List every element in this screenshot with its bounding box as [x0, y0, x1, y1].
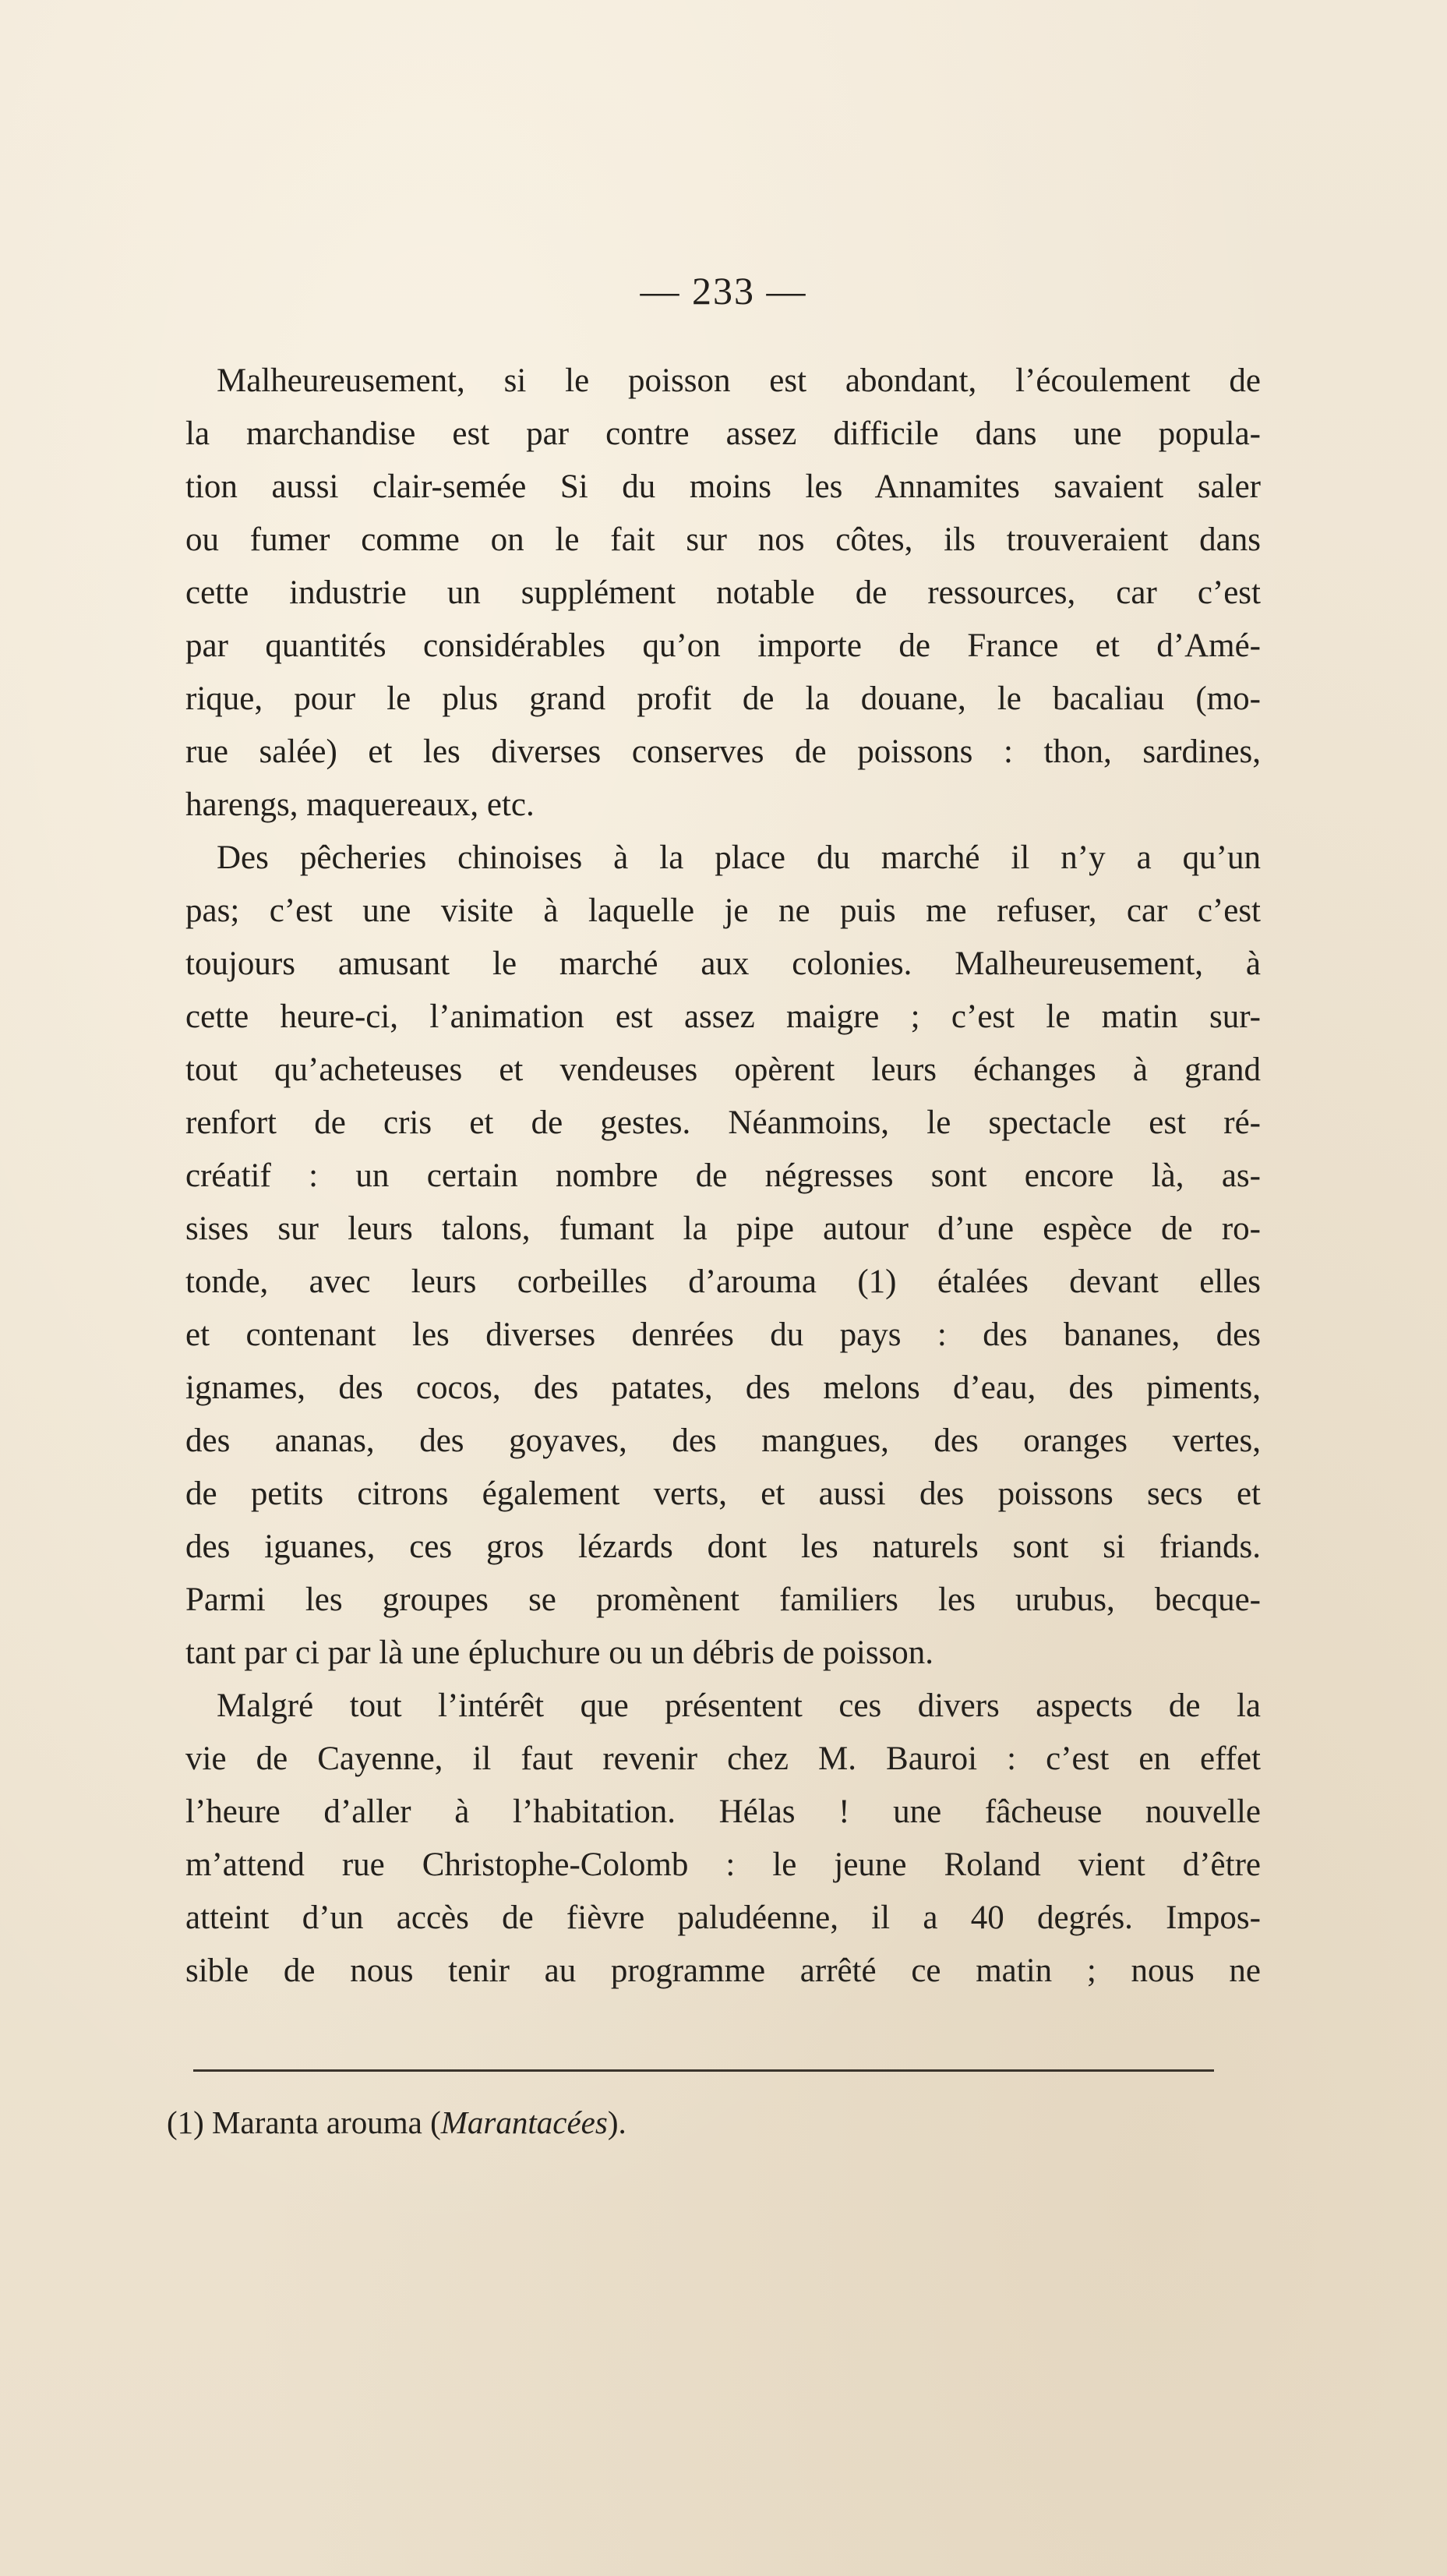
- text-line: harengs, maquereaux, etc.: [185, 786, 535, 823]
- text-line: pas; c’est une visite à laquelle je ne puis me refuser, car c’est: [185, 892, 1261, 929]
- text-line: rique, pour le plus grand profit de la douane, le bacaliau (mo-: [185, 680, 1261, 717]
- text-line: des iguanes, ces gros lézards dont les naturels sont si friands.: [185, 1528, 1261, 1565]
- footnote-close: ).: [607, 2104, 626, 2140]
- text-line: atteint d’un accès de fièvre paludéenne, il a 40 degrés. Impos-: [185, 1899, 1261, 1936]
- text-line: sible de nous tenir au programme arrêté ce matin ; nous ne: [185, 1952, 1261, 1989]
- text-line: m’attend rue Christophe-Colomb : le jeune Roland vient d’être: [185, 1846, 1261, 1883]
- text-line: créatif : un certain nombre de négresses sont encore là, as-: [185, 1157, 1261, 1194]
- text-line: tion aussi clair-semée Si du moins les Annamites savaient saler: [185, 468, 1261, 505]
- text-line: l’heure d’aller à l’habitation. Hélas ! une fâcheuse nouvelle: [185, 1793, 1261, 1830]
- text-line: la marchandise est par contre assez difficile dans une popula-: [185, 415, 1261, 452]
- body-text: [185, 355, 1261, 1998]
- footnote-family-name: Marantacées: [440, 2104, 608, 2140]
- text-line: et contenant les diverses denrées du pays : des bananes, des: [185, 1316, 1261, 1353]
- text-line: cette industrie un supplément notable de ressources, car c’est: [185, 574, 1261, 611]
- text-line: renfort de cris et de gestes. Néanmoins, le spectacle est ré-: [185, 1104, 1261, 1141]
- text-line: Parmi les groupes se promènent familiers les urubus, becque-: [185, 1581, 1261, 1618]
- page-number: — 233 —: [640, 269, 807, 313]
- footnote-text: (1) Maranta arouma (: [167, 2104, 441, 2140]
- footnote: [167, 2101, 626, 2144]
- text-line: tant par ci par là une épluchure ou un débris de poisson.: [185, 1634, 934, 1671]
- text-line: rue salée) et les diverses conserves de poissons : thon, sardines,: [185, 733, 1261, 770]
- text-line: Malgré tout l’intérêt que présentent ces divers aspects de la: [217, 1687, 1261, 1724]
- text-line: cette heure-ci, l’animation est assez maigre ; c’est le matin sur-: [185, 998, 1261, 1035]
- text-line: tout qu’acheteuses et vendeuses opèrent leurs échanges à grand: [185, 1051, 1261, 1088]
- text-line: ignames, des cocos, des patates, des melons d’eau, des piments,: [185, 1369, 1261, 1406]
- text-line: ou fumer comme on le fait sur nos côtes, ils trouveraient dans: [185, 521, 1261, 558]
- text-line: des ananas, des goyaves, des mangues, des oranges vertes,: [185, 1422, 1261, 1459]
- text-line: vie de Cayenne, il faut revenir chez M. Bauroi : c’est en effet: [185, 1740, 1261, 1777]
- text-line: Des pêcheries chinoises à la place du marché il n’y a qu’un: [217, 839, 1261, 876]
- text-line: de petits citrons également verts, et aussi des poissons secs et: [185, 1475, 1261, 1512]
- text-line: toujours amusant le marché aux colonies. Malheureusement, à: [185, 945, 1261, 982]
- text-line: Malheureusement, si le poisson est abondant, l’écoulement de: [217, 362, 1261, 399]
- text-line: tonde, avec leurs corbeilles d’arouma (1) étalées devant elles: [185, 1263, 1261, 1300]
- text-line: sises sur leurs talons, fumant la pipe autour d’une espèce de ro-: [185, 1210, 1261, 1247]
- footnote-divider: [193, 2069, 1214, 2072]
- text-line: par quantités considérables qu’on importe de France et d’Amé-: [185, 627, 1261, 664]
